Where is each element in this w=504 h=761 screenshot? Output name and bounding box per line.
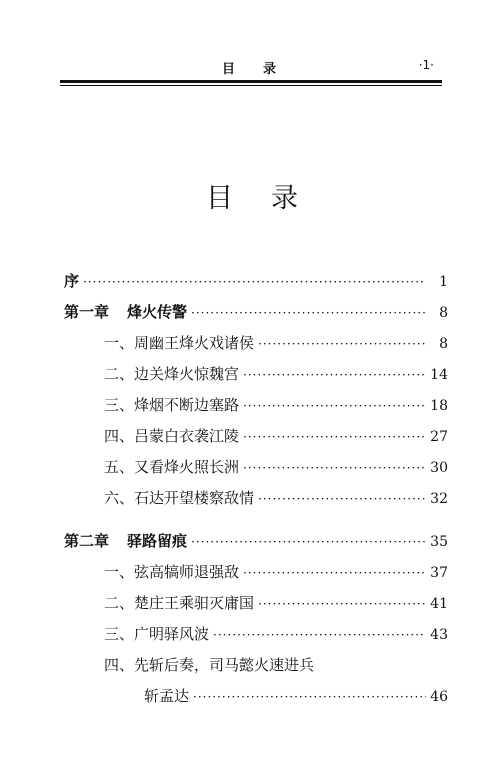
toc-entry-label: 序 — [64, 272, 80, 290]
toc-page-number: 43 — [430, 627, 448, 643]
header-rule-thin — [60, 85, 442, 86]
toc-entry-chapter-1[interactable] — [64, 297, 448, 328]
toc-entry-section[interactable] — [64, 557, 448, 588]
running-header-title: 目录 — [222, 62, 305, 77]
header-rule-thick — [60, 80, 442, 83]
dot-leader — [193, 682, 426, 713]
section-title: 三、广明驿风波 — [104, 625, 210, 643]
toc-page-number: 46 — [430, 689, 448, 705]
dot-leader — [243, 453, 426, 484]
section-title: 三、烽烟不断边塞路 — [104, 396, 240, 414]
toc-entry-section[interactable] — [64, 619, 448, 650]
dot-leader — [258, 329, 426, 360]
toc-page-number: 14 — [430, 367, 448, 383]
toc-page-number: 32 — [430, 491, 448, 507]
dot-leader — [243, 360, 426, 391]
section-title-continuation: 斩孟达 — [144, 687, 190, 705]
dot-leader — [213, 620, 426, 651]
toc-page-number: 8 — [439, 305, 448, 321]
toc-page-number: 37 — [430, 565, 448, 581]
toc-entry-section[interactable] — [64, 390, 448, 421]
toc-page-number: 27 — [430, 429, 448, 445]
section-title: 四、吕蒙白衣袭江陵 — [104, 427, 240, 445]
dot-leader — [258, 484, 426, 515]
dot-leader — [191, 298, 426, 329]
toc-entry-section[interactable] — [64, 483, 448, 514]
section-title: 五、又看烽火照长洲 — [104, 458, 240, 476]
dot-leader — [243, 558, 426, 589]
toc-page-number: 41 — [430, 596, 448, 612]
toc-page-number: 8 — [439, 336, 448, 352]
dot-leader — [83, 267, 426, 298]
dot-leader — [258, 589, 426, 620]
running-header — [60, 58, 438, 80]
toc-page-number: 18 — [430, 398, 448, 414]
toc-entry-section[interactable] — [64, 588, 448, 619]
toc-entry-section-continuation[interactable] — [64, 681, 448, 712]
chapter-title: 驿路留痕 — [127, 532, 188, 550]
chapter-number: 第一章 — [64, 303, 110, 321]
dot-leader — [243, 422, 426, 453]
toc-entry-section[interactable] — [64, 452, 448, 483]
toc-entry-section[interactable] — [64, 328, 448, 359]
dot-leader — [243, 391, 426, 422]
toc-entry-section[interactable] — [64, 359, 448, 390]
toc-entry-section[interactable] — [64, 421, 448, 452]
section-title: 二、楚庄王乘驲灭庸国 — [104, 594, 255, 612]
toc-entry-section[interactable] — [64, 650, 448, 681]
chapter-title: 烽火传警 — [127, 303, 188, 321]
table-of-contents — [64, 266, 448, 712]
toc-entry-preface[interactable] — [64, 266, 448, 297]
running-header-page-number: ·1· — [418, 58, 434, 72]
section-title: 一、弦高犒师退强敌 — [104, 563, 240, 581]
page-title: 目录 — [206, 183, 336, 214]
toc-page-number: 30 — [430, 460, 448, 476]
section-title: 二、边关烽火惊魏宫 — [104, 365, 240, 383]
toc-page-number: 35 — [430, 534, 448, 550]
toc-entry-chapter-2[interactable] — [64, 526, 448, 557]
section-title: 六、石达开望楼察敌情 — [104, 489, 255, 507]
section-title: 一、周幽王烽火戏诸侯 — [104, 334, 255, 352]
toc-page-number: 1 — [439, 274, 448, 290]
dot-leader — [191, 527, 426, 558]
section-title: 四、先斩后奏，司马懿火速进兵 — [104, 656, 315, 674]
chapter-number: 第二章 — [64, 532, 110, 550]
